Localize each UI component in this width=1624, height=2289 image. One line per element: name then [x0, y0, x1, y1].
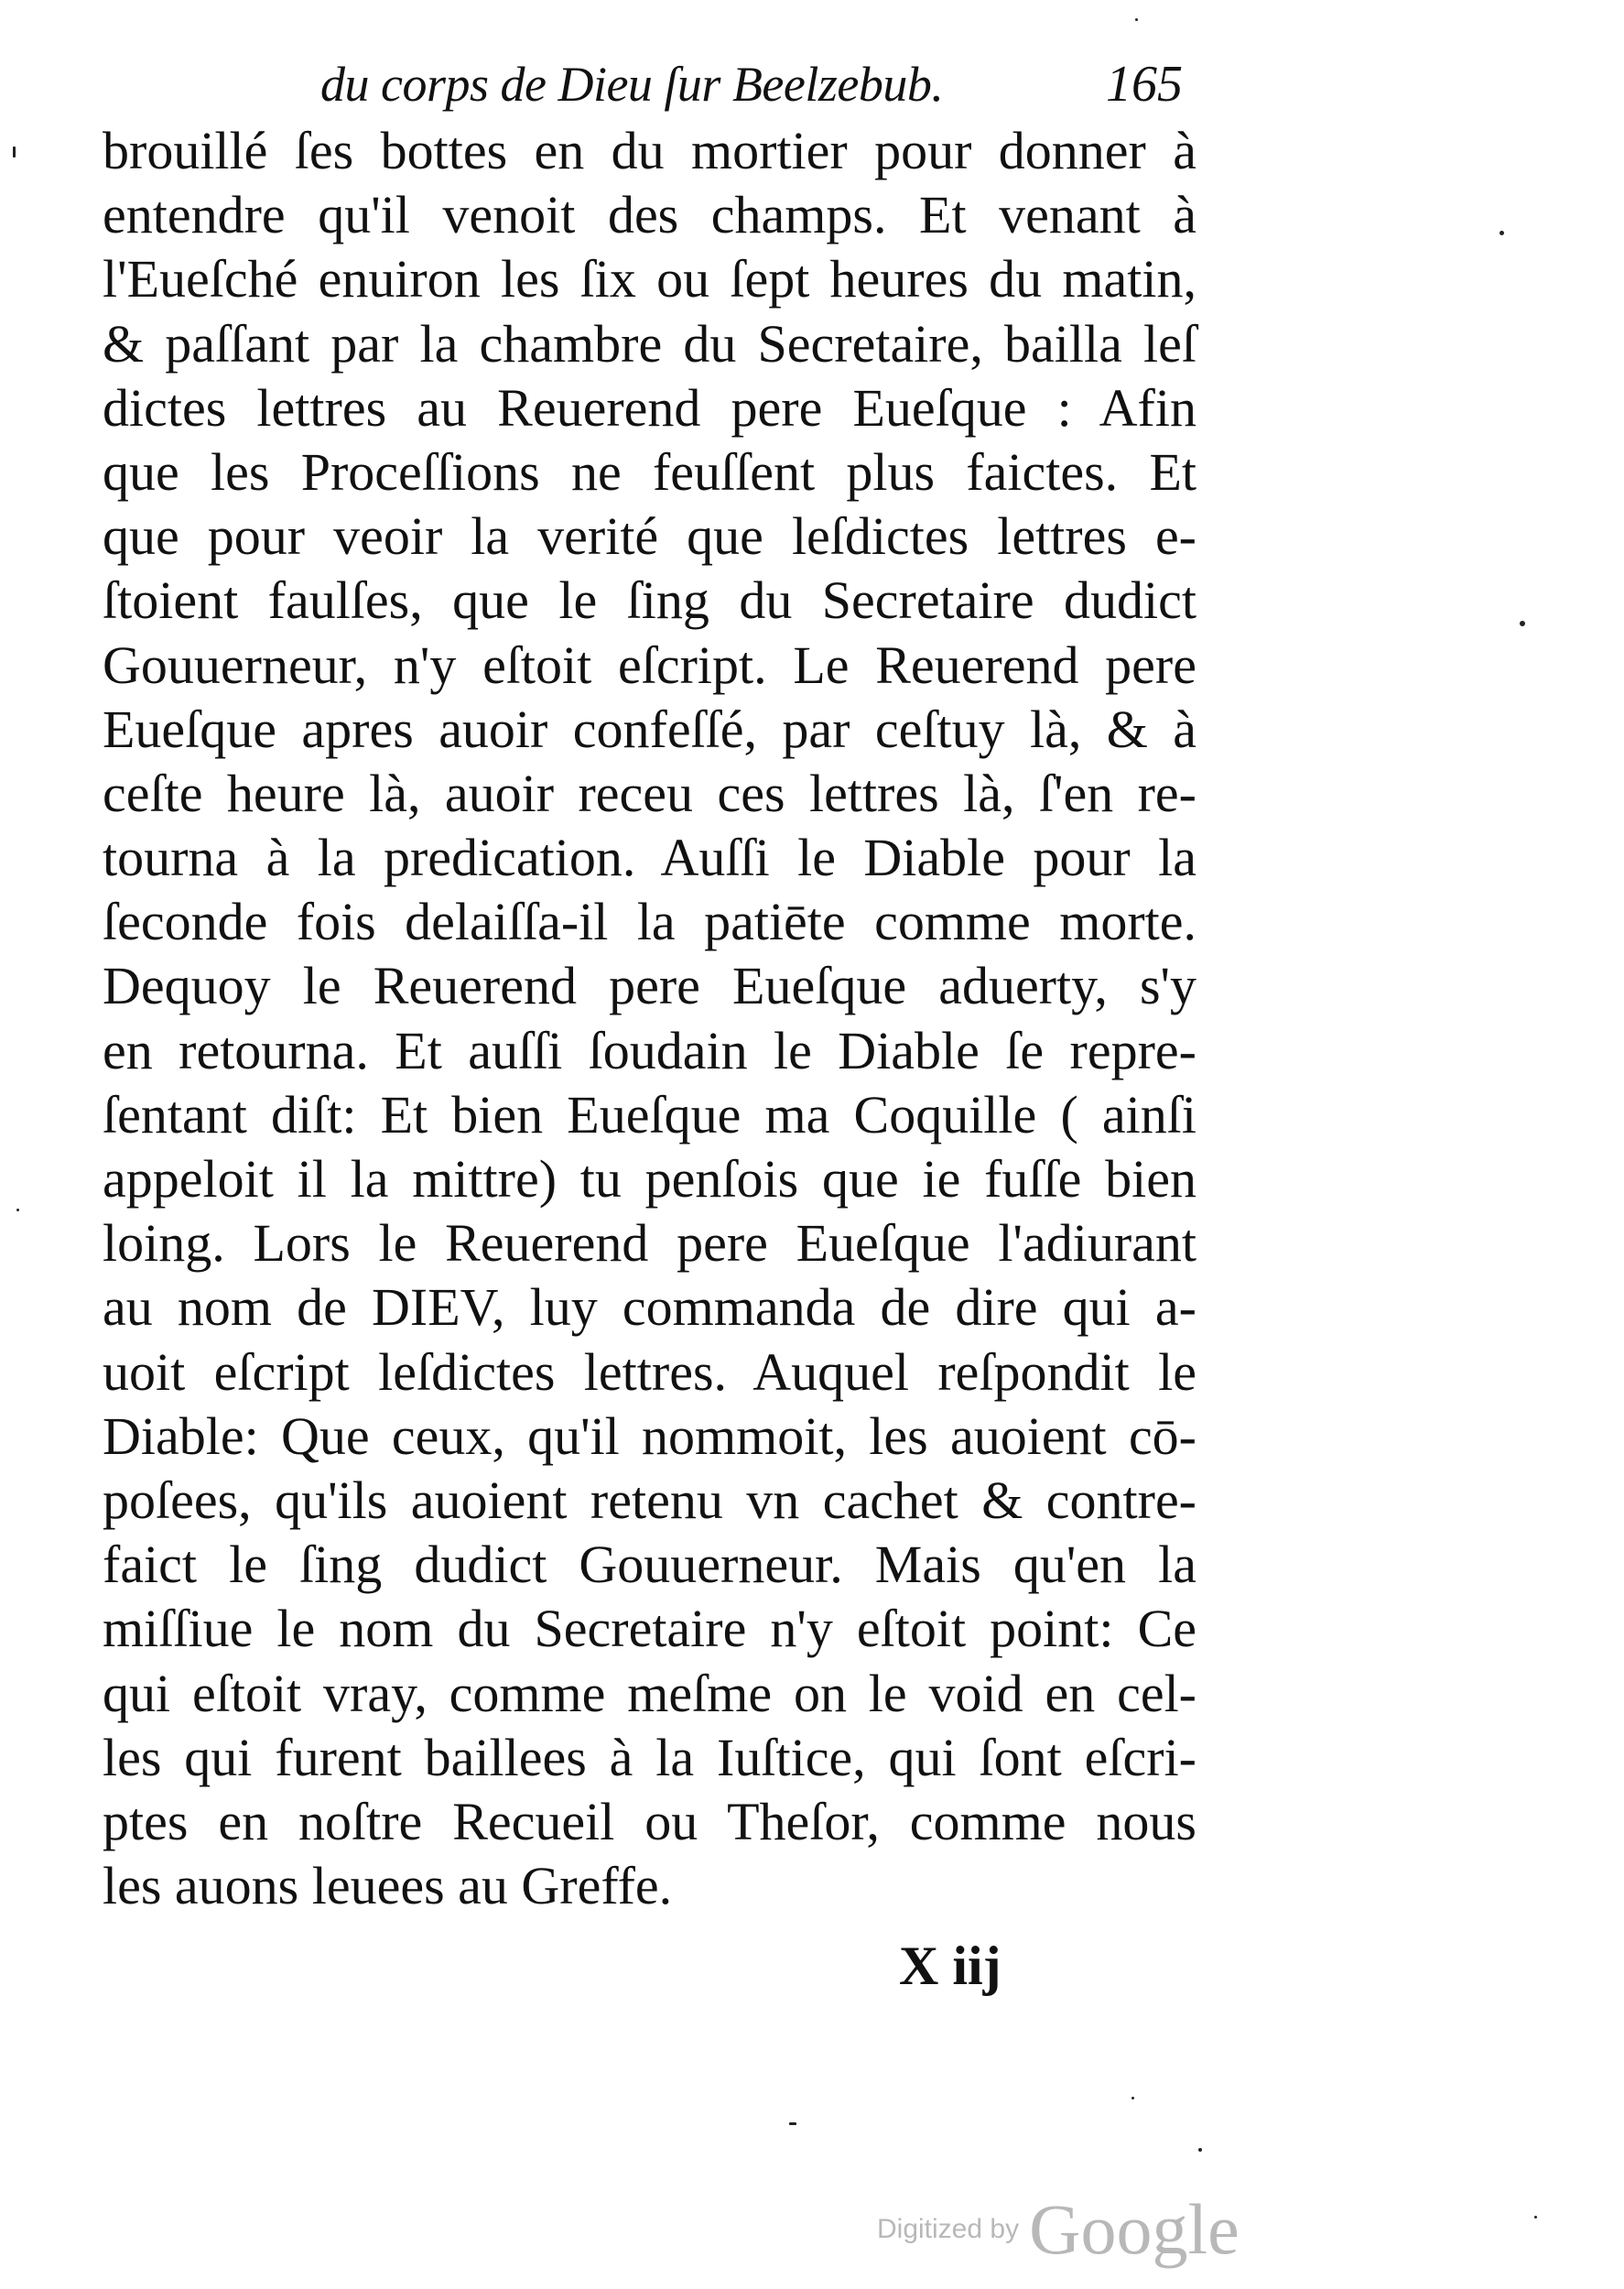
scan-speck	[789, 2122, 796, 2125]
text-line: uoit eſcript leſdictes lettres. Auquel reſpondit le	[103, 1341, 1196, 1402]
scan-speck	[1198, 2148, 1202, 2152]
text-line: ſtoient faulſes, que le ſing du Secretaire dudict	[103, 570, 1196, 631]
running-title: du corps de Dieu ſur Beelzebub.	[320, 57, 944, 112]
text-line: miſſiue le nom du Secretaire n'y eſtoit point: Ce	[103, 1599, 1196, 1659]
text-line: Dequoy le Reuerend pere Eueſque aduerty, s'y	[103, 956, 1196, 1016]
text-line: Eueſque apres auoir confeſſé, par ceſtuy là, & à	[103, 699, 1196, 759]
watermark-prefix: Digitized by	[877, 2214, 1020, 2244]
body-text	[103, 119, 1196, 1918]
text-line: ſentant diſt: Et bien Eueſque ma Coquille ( ainſi	[103, 1084, 1196, 1144]
text-line: Gouuerneur, n'y eſtoit eſcript. Le Reuerend pere	[103, 635, 1196, 695]
text-line: & paſſant par la chambre du Secretaire, bailla leſ	[103, 313, 1196, 374]
text-line: appeloit il la mittre) tu penſois que ie fuſſe bien	[103, 1149, 1196, 1209]
text-line: Diable: Que ceux, qu'il nommoit, les auoient cō-	[103, 1405, 1196, 1466]
text-line-last: les auons leuees au Greffe.	[103, 1856, 673, 1916]
scan-speck	[1499, 231, 1504, 235]
scan-speck	[13, 146, 16, 157]
page-number: 165	[1106, 56, 1183, 113]
google-logo: Google	[1029, 2189, 1240, 2269]
text-line: ptes en noſtre Recueil ou Theſor, comme nous	[103, 1791, 1196, 1851]
scan-speck	[1135, 18, 1138, 21]
digitization-watermark	[877, 2188, 1240, 2271]
text-line: que les Proceſſions ne feuſſent plus faictes. Et	[103, 441, 1196, 502]
text-line: poſees, qu'ils auoient retenu vn cachet & contre-	[103, 1470, 1196, 1530]
signature-mark: X iij	[899, 1936, 1001, 1996]
scan-speck	[1520, 621, 1525, 626]
text-line: les qui furent baillees à la Iuſtice, qui ſont eſcri-	[103, 1727, 1196, 1787]
scan-speck	[1534, 2216, 1537, 2218]
scan-speck	[16, 1209, 19, 1211]
text-line: tourna à la predication. Auſſi le Diable pour la	[103, 828, 1196, 888]
text-line: ſeconde fois delaiſſa-il la patiēte comme morte.	[103, 892, 1196, 952]
text-line: loing. Lors le Reuerend pere Eueſque l'adiurant	[103, 1213, 1196, 1274]
scan-speck	[1131, 2097, 1134, 2099]
text-line: en retourna. Et auſſi ſoudain le Diable ſe repre-	[103, 1020, 1196, 1080]
text-line: brouillé ſes bottes en du mortier pour donner à	[103, 121, 1196, 180]
text-line: l'Eueſché enuiron les ſix ou ſept heures du matin,	[103, 249, 1196, 309]
text-line: dictes lettres au Reuerend pere Eueſque : Afin	[103, 377, 1196, 438]
text-line: entendre qu'il venoit des champs. Et venant à	[103, 185, 1196, 245]
text-line: qui eſtoit vray, comme meſme on le void en cel-	[103, 1663, 1196, 1723]
text-line: faict le ſing dudict Gouuerneur. Mais qu'en la	[103, 1535, 1196, 1595]
text-line: que pour veoir la verité que leſdictes lettres e-	[103, 506, 1196, 567]
text-line: au nom de DIEV, luy commanda de dire qui a-	[103, 1277, 1196, 1338]
text-line: ceſte heure là, auoir receu ces lettres là, ſ'en re-	[103, 763, 1196, 823]
